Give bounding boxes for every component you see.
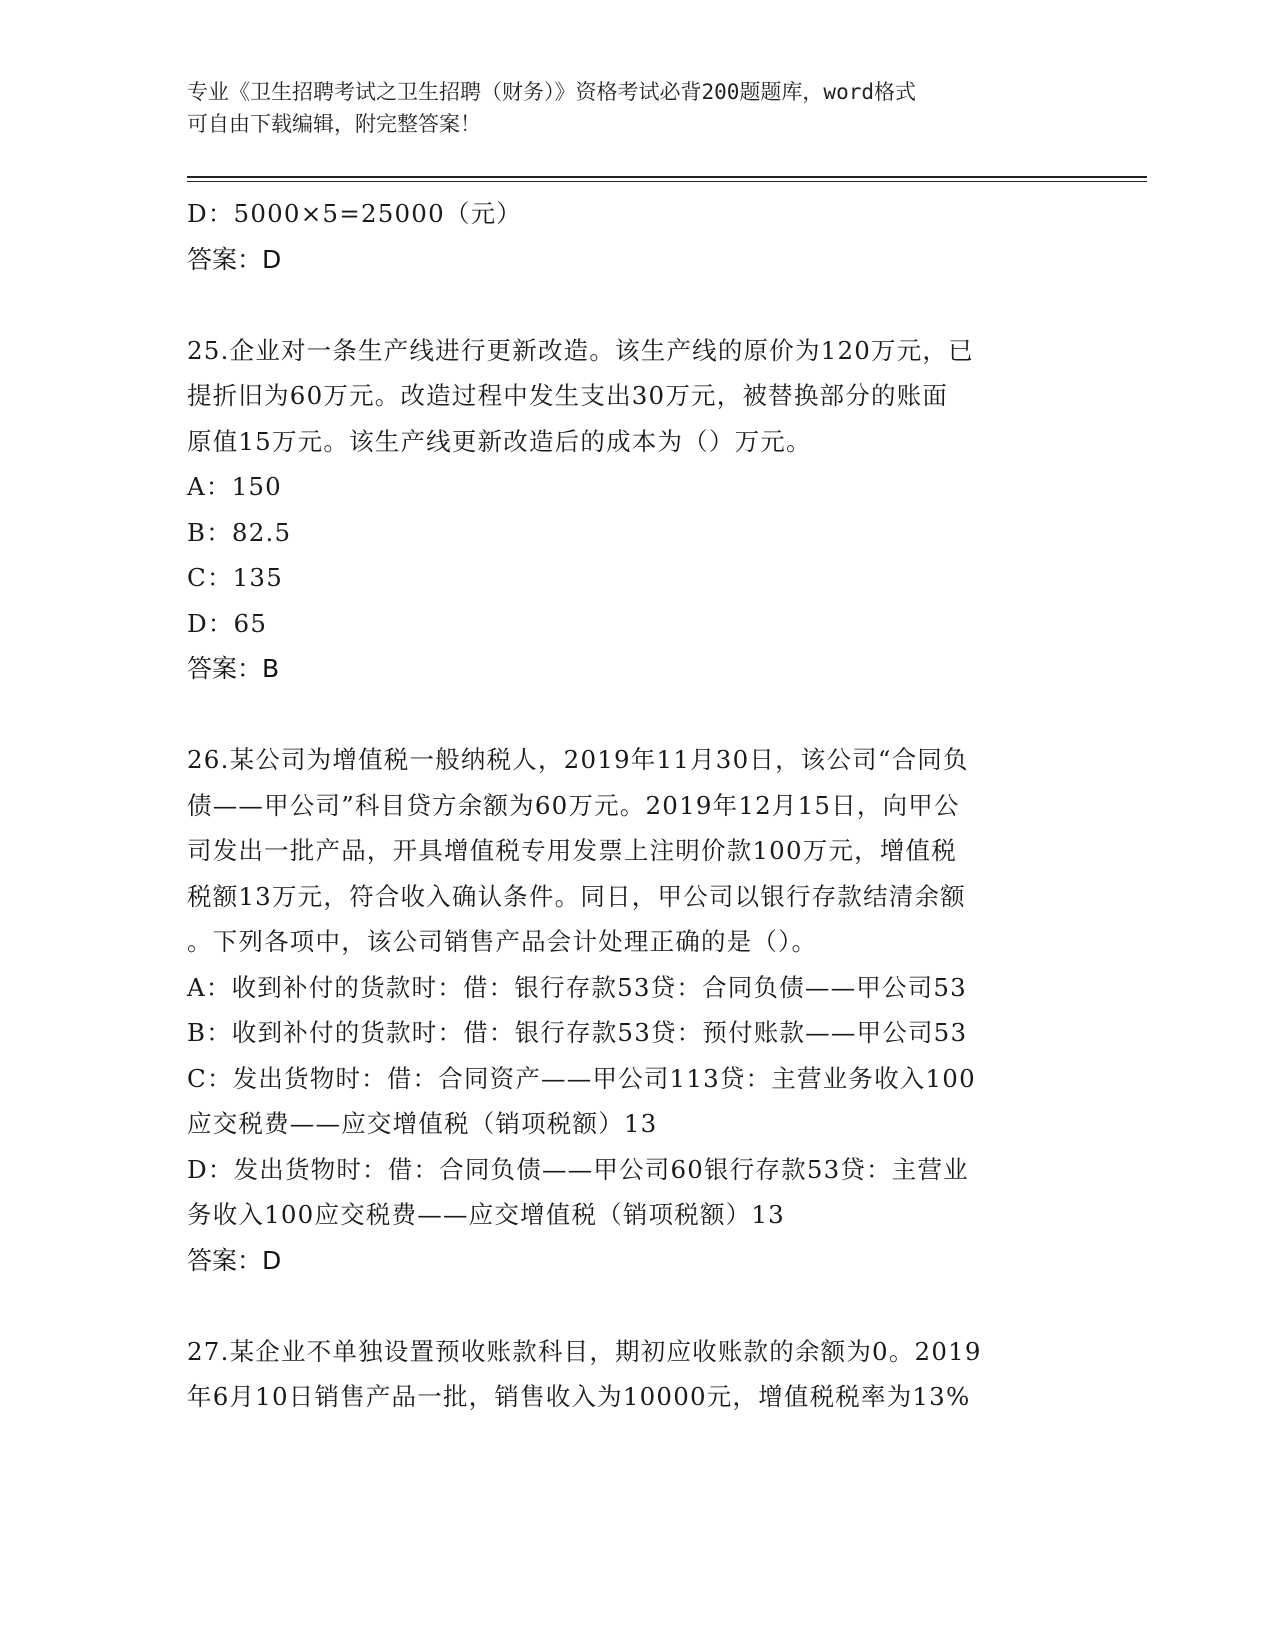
- header-rule-thick: [187, 176, 1147, 178]
- answer-label: 答案：B: [187, 654, 280, 683]
- option-d: D：65: [187, 608, 268, 638]
- answer-label: 答案：D: [187, 1245, 282, 1275]
- document-body: [187, 191, 1087, 1420]
- previous-question-tail: [187, 191, 1087, 282]
- page-header: [187, 76, 1087, 140]
- header-title-line-2: 可自由下载编辑，附完整答案！: [187, 112, 481, 136]
- option-b: B：82.5: [187, 517, 292, 547]
- answer-label: 答案：D: [187, 244, 282, 274]
- option-c: C：发出货物时：借：合同资产——甲公司113贷：主营业务收入100: [187, 1063, 976, 1093]
- question-text-line: 。下列各项中，该公司销售产品会计处理正确的是（）。: [187, 927, 818, 956]
- question-text-line: 27.某企业不单独设置预收账款科目，期初应收账款的余额为0。2019: [187, 1336, 982, 1366]
- question-text-line: 26.某公司为增值税一般纳税人，2019年11月30日，该公司“合同负: [187, 745, 969, 774]
- question-text-line: 债——甲公司”科目贷方余额为60万元。2019年12月15日，向甲公: [187, 790, 960, 820]
- option-d: D：5000×5=25000（元）: [187, 199, 522, 228]
- option-c: C：135: [187, 563, 284, 592]
- option-d: D：发出货物时：借：合同负债——甲公司60银行存款53贷：主营业: [187, 1154, 969, 1184]
- question-25: [187, 328, 1087, 692]
- option-a: A：收到补付的货款时：借：银行存款53贷：合同负债——甲公司53: [187, 972, 967, 1002]
- question-text-line: 提折旧为60万元。改造过程中发生支出30万元，被替换部分的账面: [187, 381, 949, 410]
- question-27: [187, 1329, 1087, 1420]
- question-text-line: 原值15万元。该生产线更新改造后的成本为（）万元。: [187, 426, 812, 456]
- option-c-continued: 应交税费——应交增值税（销项税额）13: [187, 1109, 658, 1138]
- option-b: B：收到补付的货款时：借：银行存款53贷：预付账款——甲公司53: [187, 1018, 968, 1047]
- question-text-line: 司发出一批产品，开具增值税专用发票上注明价款100万元，增值税: [187, 836, 957, 865]
- header-rule-thin: [187, 181, 1147, 182]
- question-text-line: 25.企业对一条生产线进行更新改造。该生产线的原价为120万元，已: [187, 335, 974, 365]
- question-text-line: 年6月10日销售产品一批，销售收入为10000元，增值税税率为13%: [187, 1382, 971, 1411]
- header-title-line-1: 专业《卫生招聘考试之卫生招聘（财务）》资格考试必背200题题库，word格式: [187, 80, 916, 104]
- question-text-line: 税额13万元，符合收入确认条件。同日，甲公司以银行存款结清余额: [187, 881, 966, 911]
- option-d-continued: 务收入100应交税费——应交增值税（销项税额）13: [187, 1200, 785, 1229]
- question-26: [187, 737, 1087, 1283]
- option-a: A：150: [187, 472, 282, 501]
